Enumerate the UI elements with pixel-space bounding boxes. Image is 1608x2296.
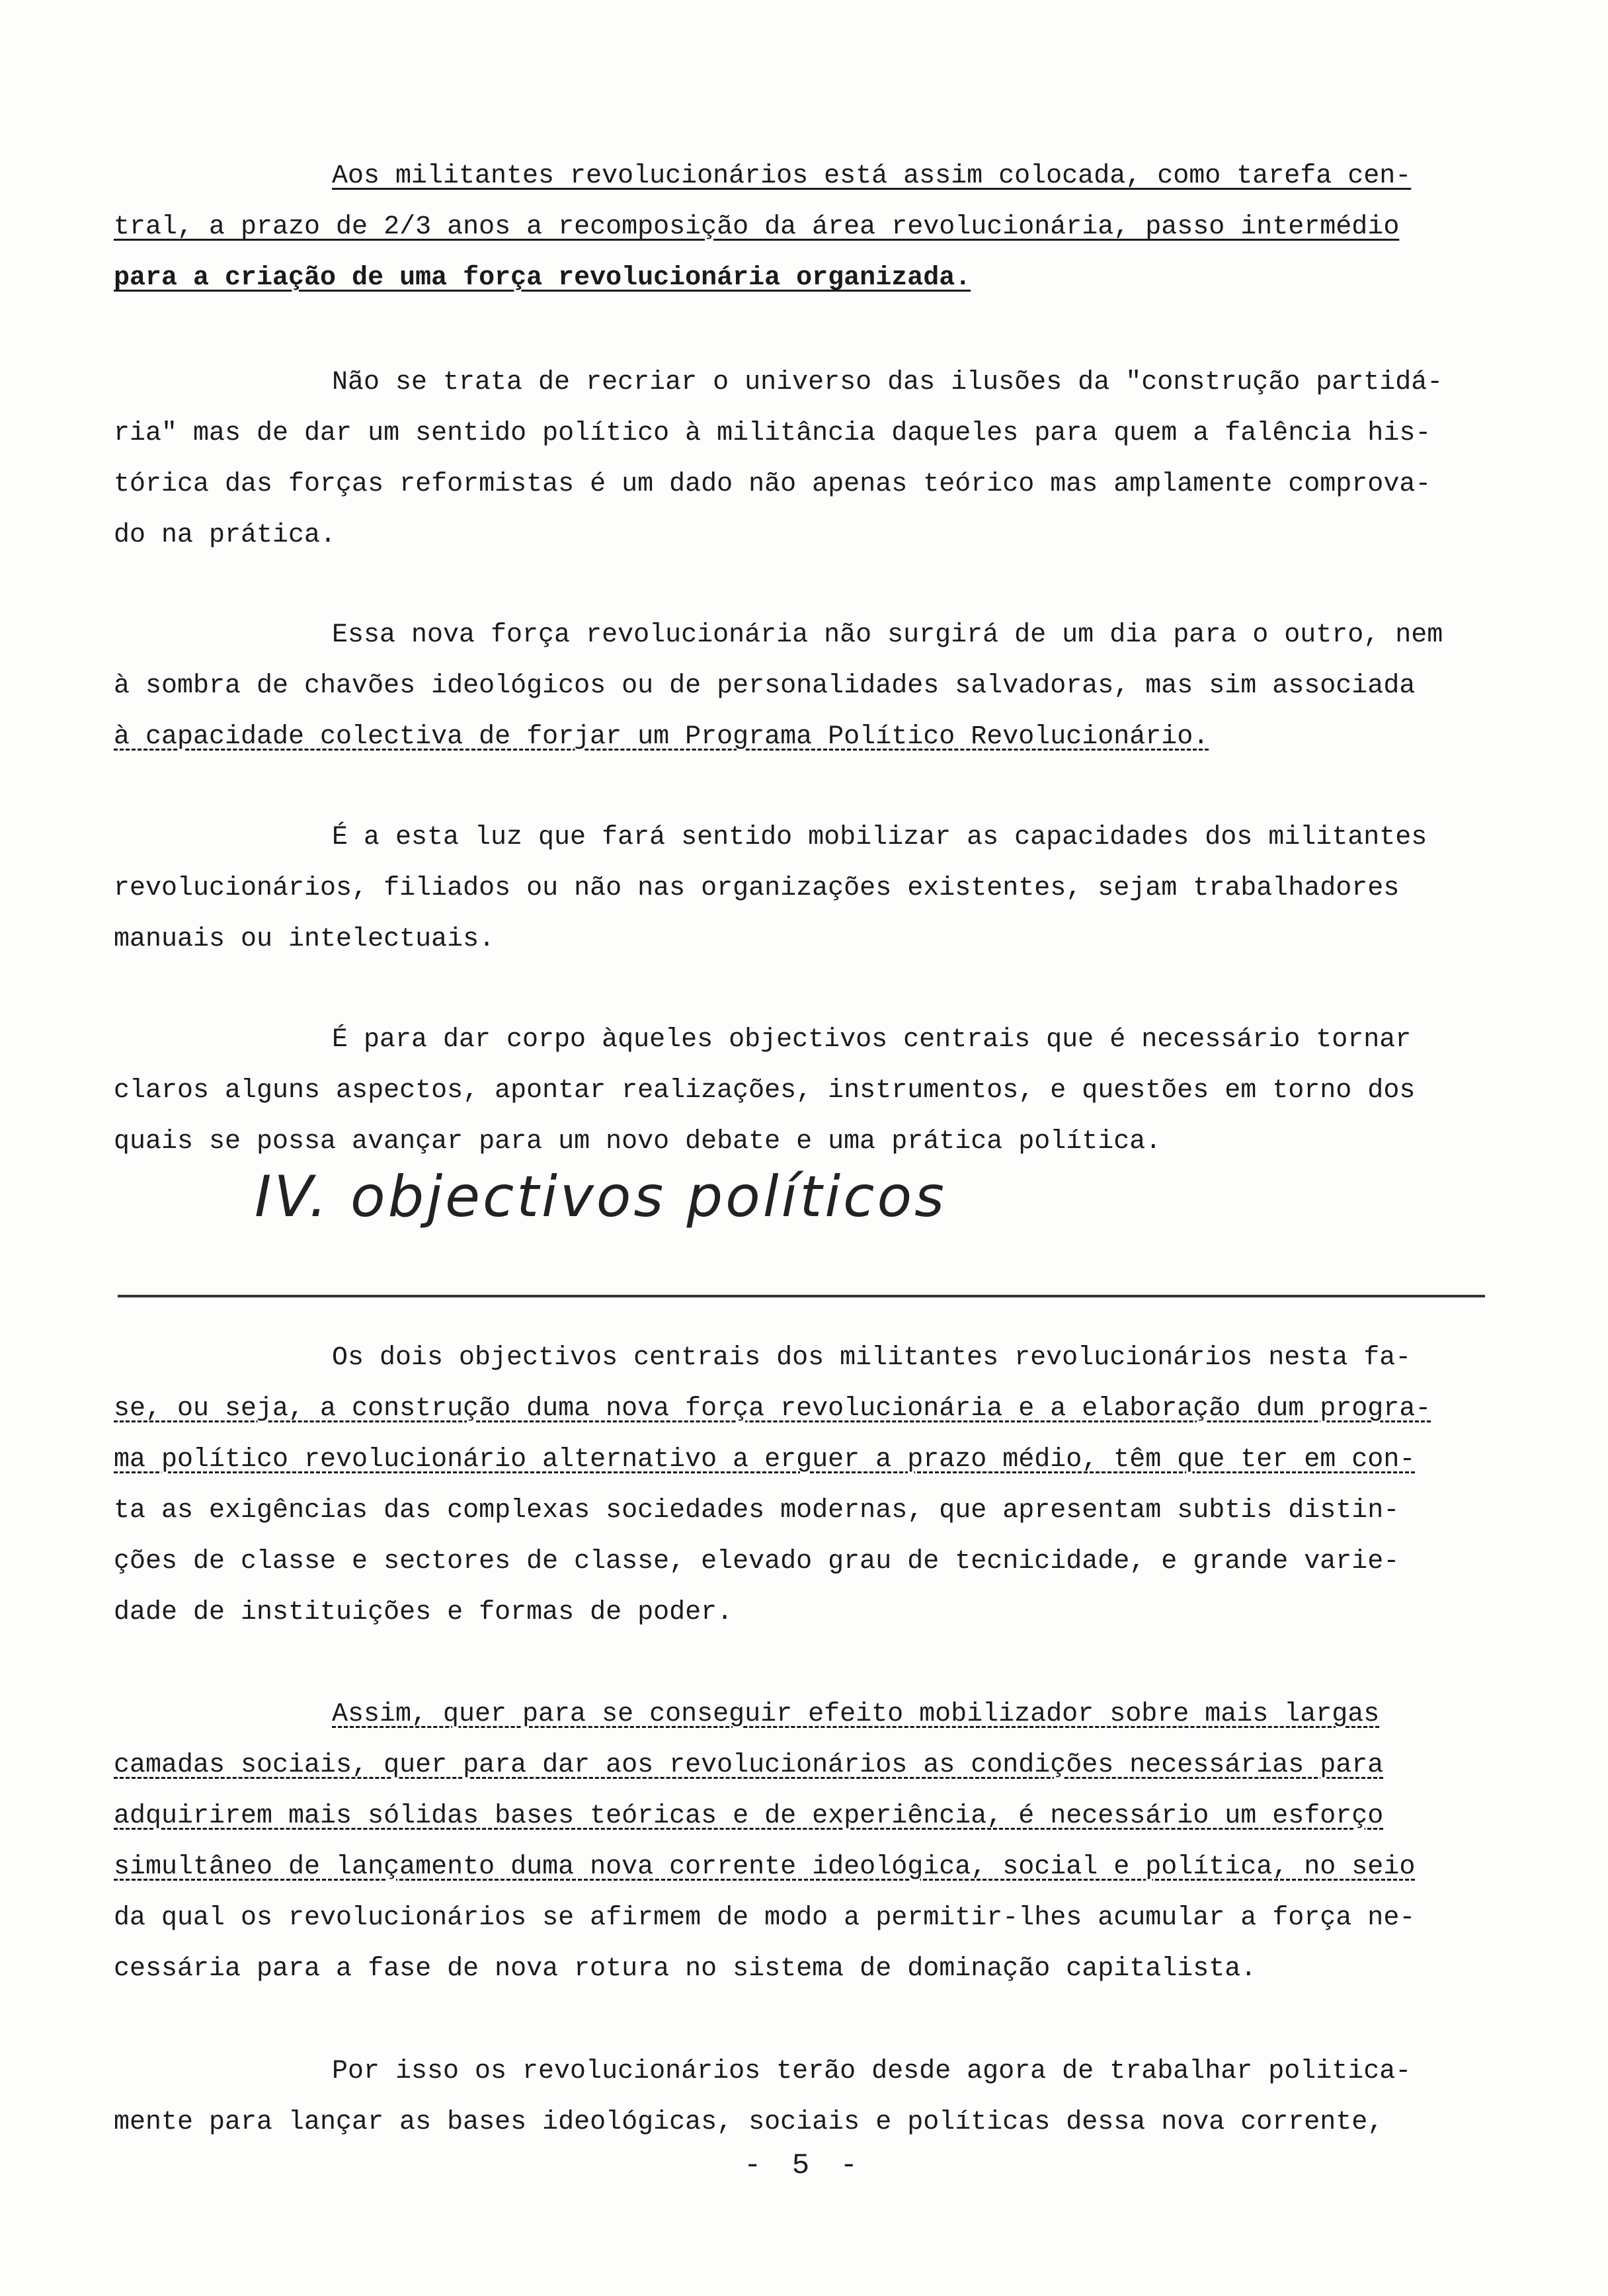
text-line: à sombra de chavões ideológicos ou de personalidades salvadoras, mas sim associada: [114, 671, 1416, 701]
text-line: ria" mas de dar um sentido político à militância daqueles para quem a falência his-: [114, 419, 1431, 448]
text-line: claros alguns aspectos, apontar realizações, instrumentos, e questões em torno dos: [114, 1076, 1416, 1106]
text-line: Os dois objectivos centrais dos militantes revolucionários nesta fa-: [332, 1343, 1412, 1373]
page-number: - 5 -: [743, 2149, 865, 2182]
text-line: ta as exigências das complexas sociedades modernas, que apresentam subtis distin-: [114, 1496, 1400, 1526]
text-line: mente para lançar as bases ideológicas, sociais e políticas dessa nova corrente,: [114, 2108, 1384, 2137]
text-line: Aos militantes revolucionários está assim colocada, como tarefa cen-: [332, 161, 1412, 191]
text-line: do na prática.: [114, 520, 337, 550]
text-line: ções de classe e sectores de classe, elevado grau de tecnicidade, e grande varie-: [114, 1547, 1400, 1577]
text-line: tórica das forças reformistas é um dado não apenas teórico mas amplamente comprova-: [114, 470, 1431, 499]
text-line: à capacidade colectiva de forjar um Programa Político Revolucionário.: [114, 722, 1209, 752]
section-heading: IV. objectivos políticos: [255, 1164, 947, 1230]
text-line: Assim, quer para se conseguir efeito mobilizador sobre mais largas: [332, 1700, 1380, 1729]
paragraph-3: [114, 610, 1469, 762]
divider: [118, 1295, 1485, 1297]
text-line: camadas sociais, quer para dar aos revolucionários as condições necessárias para: [114, 1750, 1384, 1780]
text-line: Por isso os revolucionários terão desde agora de trabalhar politica-: [332, 2057, 1412, 2086]
text-line: da qual os revolucionários se afirmem de modo a permitir-lhes acumular a força ne-: [114, 1903, 1416, 1933]
paragraph-7: [114, 1689, 1469, 1994]
text-line: se, ou seja, a construção duma nova força revolucionária e a elaboração dum progra-: [114, 1394, 1431, 1424]
text-line: Não se trata de recriar o universo das ilusões da "construção partidá-: [332, 368, 1443, 397]
text-line: É a esta luz que fará sentido mobilizar as capacidades dos militantes: [332, 823, 1427, 852]
text-line: manuais ou intelectuais.: [114, 924, 495, 954]
text-line: adquirirem mais sólidas bases teóricas e de experiência, é necessário um esforço: [114, 1801, 1384, 1831]
paragraph-6: [114, 1332, 1469, 1638]
text-line: Essa nova força revolucionária não surgirá de um dia para o outro, nem: [332, 620, 1443, 650]
paragraph-1: [114, 151, 1469, 304]
text-line: revolucionários, filiados ou não nas organizações existentes, sejam trabalhadores: [114, 874, 1400, 903]
text-line: É para dar corpo àqueles objectivos centrais que é necessário tornar: [332, 1025, 1412, 1055]
text-line: simultâneo de lançamento duma nova corrente ideológica, social e política, no seio: [114, 1852, 1416, 1882]
paragraph-8: [114, 2046, 1469, 2148]
paragraph-4: [114, 812, 1469, 965]
text-line: para a criação de uma força revolucionária organizada.: [114, 263, 971, 293]
paragraph-2: [114, 357, 1469, 561]
text-line: cessária para a fase de nova rotura no sistema de dominação capitalista.: [114, 1954, 1257, 1984]
text-line: ma político revolucionário alternativo a erguer a prazo médio, têm que ter em con-: [114, 1445, 1416, 1475]
text-line: quais se possa avançar para um novo debate e uma prática política.: [114, 1127, 1162, 1157]
text-line: tral, a prazo de 2/3 anos a recomposição da área revolucionária, passo intermédio: [114, 212, 1400, 242]
text-line: dade de instituições e formas de poder.: [114, 1598, 733, 1627]
paragraph-5: [114, 1014, 1469, 1167]
